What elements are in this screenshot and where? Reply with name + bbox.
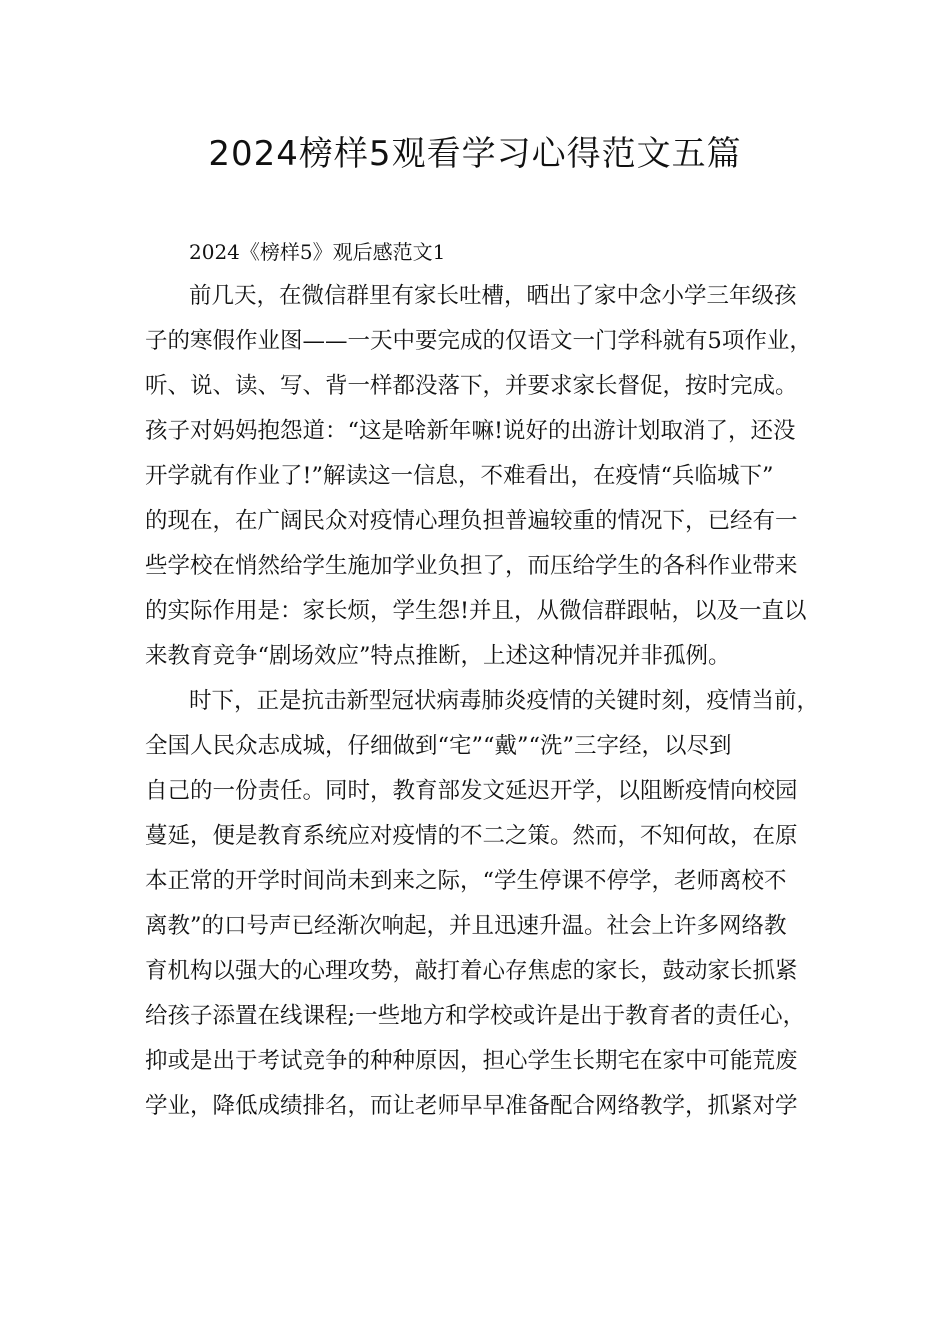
section-heading: 2024《榜样5》观后感范文1 [189,240,446,264]
paragraph-line: 时下，正是抗击新型冠状病毒肺炎疫情的关键时刻，疫情当前， [189,688,820,714]
paragraph-line: 离教”的口号声已经渐次响起，并且迅速升温。社会上许多网络教 [145,913,787,939]
paragraph-line: 全国人民众志成城，仔细做到“宅”“戴”“洗”三字经，以尽到 [145,733,732,759]
paragraph-line: 蔓延，便是教育系统应对疫情的不二之策。然而，不知何故，在原 [145,823,798,849]
paragraph-line: 前几天，在微信群里有家长吐槽，晒出了家中念小学三年级孩 [189,283,797,309]
paragraph-line: 来教育竞争“剧场效应”特点推断，上述这种情况并非孤例。 [145,643,731,669]
paragraph-line: 听、说、读、写、背一样都没落下，并要求家长督促，按时完成。 [145,373,798,399]
paragraph-line: 育机构以强大的心理攻势，敲打着心存焦虑的家长，鼓动家长抓紧 [145,958,798,984]
paragraph-line: 子的寒假作业图——一天中要完成的仅语文一门学科就有5项作业， [145,328,812,354]
paragraph-line: 的实际作用是：家长烦，学生怨!并且，从微信群跟帖，以及一直以 [145,598,807,624]
paragraph-line: 孩子对妈妈抱怨道：“这是啥新年嘛!说好的出游计划取消了，还没 [145,418,796,444]
paragraph-line: 学业，降低成绩排名，而让老师早早准备配合网络教学，抓紧对学 [145,1093,798,1119]
paragraph-line: 的现在，在广阔民众对疫情心理负担普遍较重的情况下，已经有一 [145,508,798,534]
paragraph-line: 本正常的开学时间尚未到来之际，“学生停课不停学，老师离校不 [145,868,787,894]
paragraph-line: 抑或是出于考试竞争的种种原因，担心学生长期宅在家中可能荒废 [145,1048,798,1074]
paragraph-line: 给孩子添置在线课程;一些地方和学校或许是出于教育者的责任心， [145,1003,806,1029]
document-body [145,274,845,1129]
paragraph-line: 些学校在悄然给学生施加学业负担了，而压给学生的各科作业带来 [145,553,798,579]
paragraph-line: 开学就有作业了!”解读这一信息，不难看出，在疫情“兵临城下” [145,463,774,489]
document-title: 2024榜样5观看学习心得范文五篇 [208,134,742,174]
paragraph-line: 自己的一份责任。同时，教育部发文延迟开学，以阻断疫情向校园 [145,778,798,804]
